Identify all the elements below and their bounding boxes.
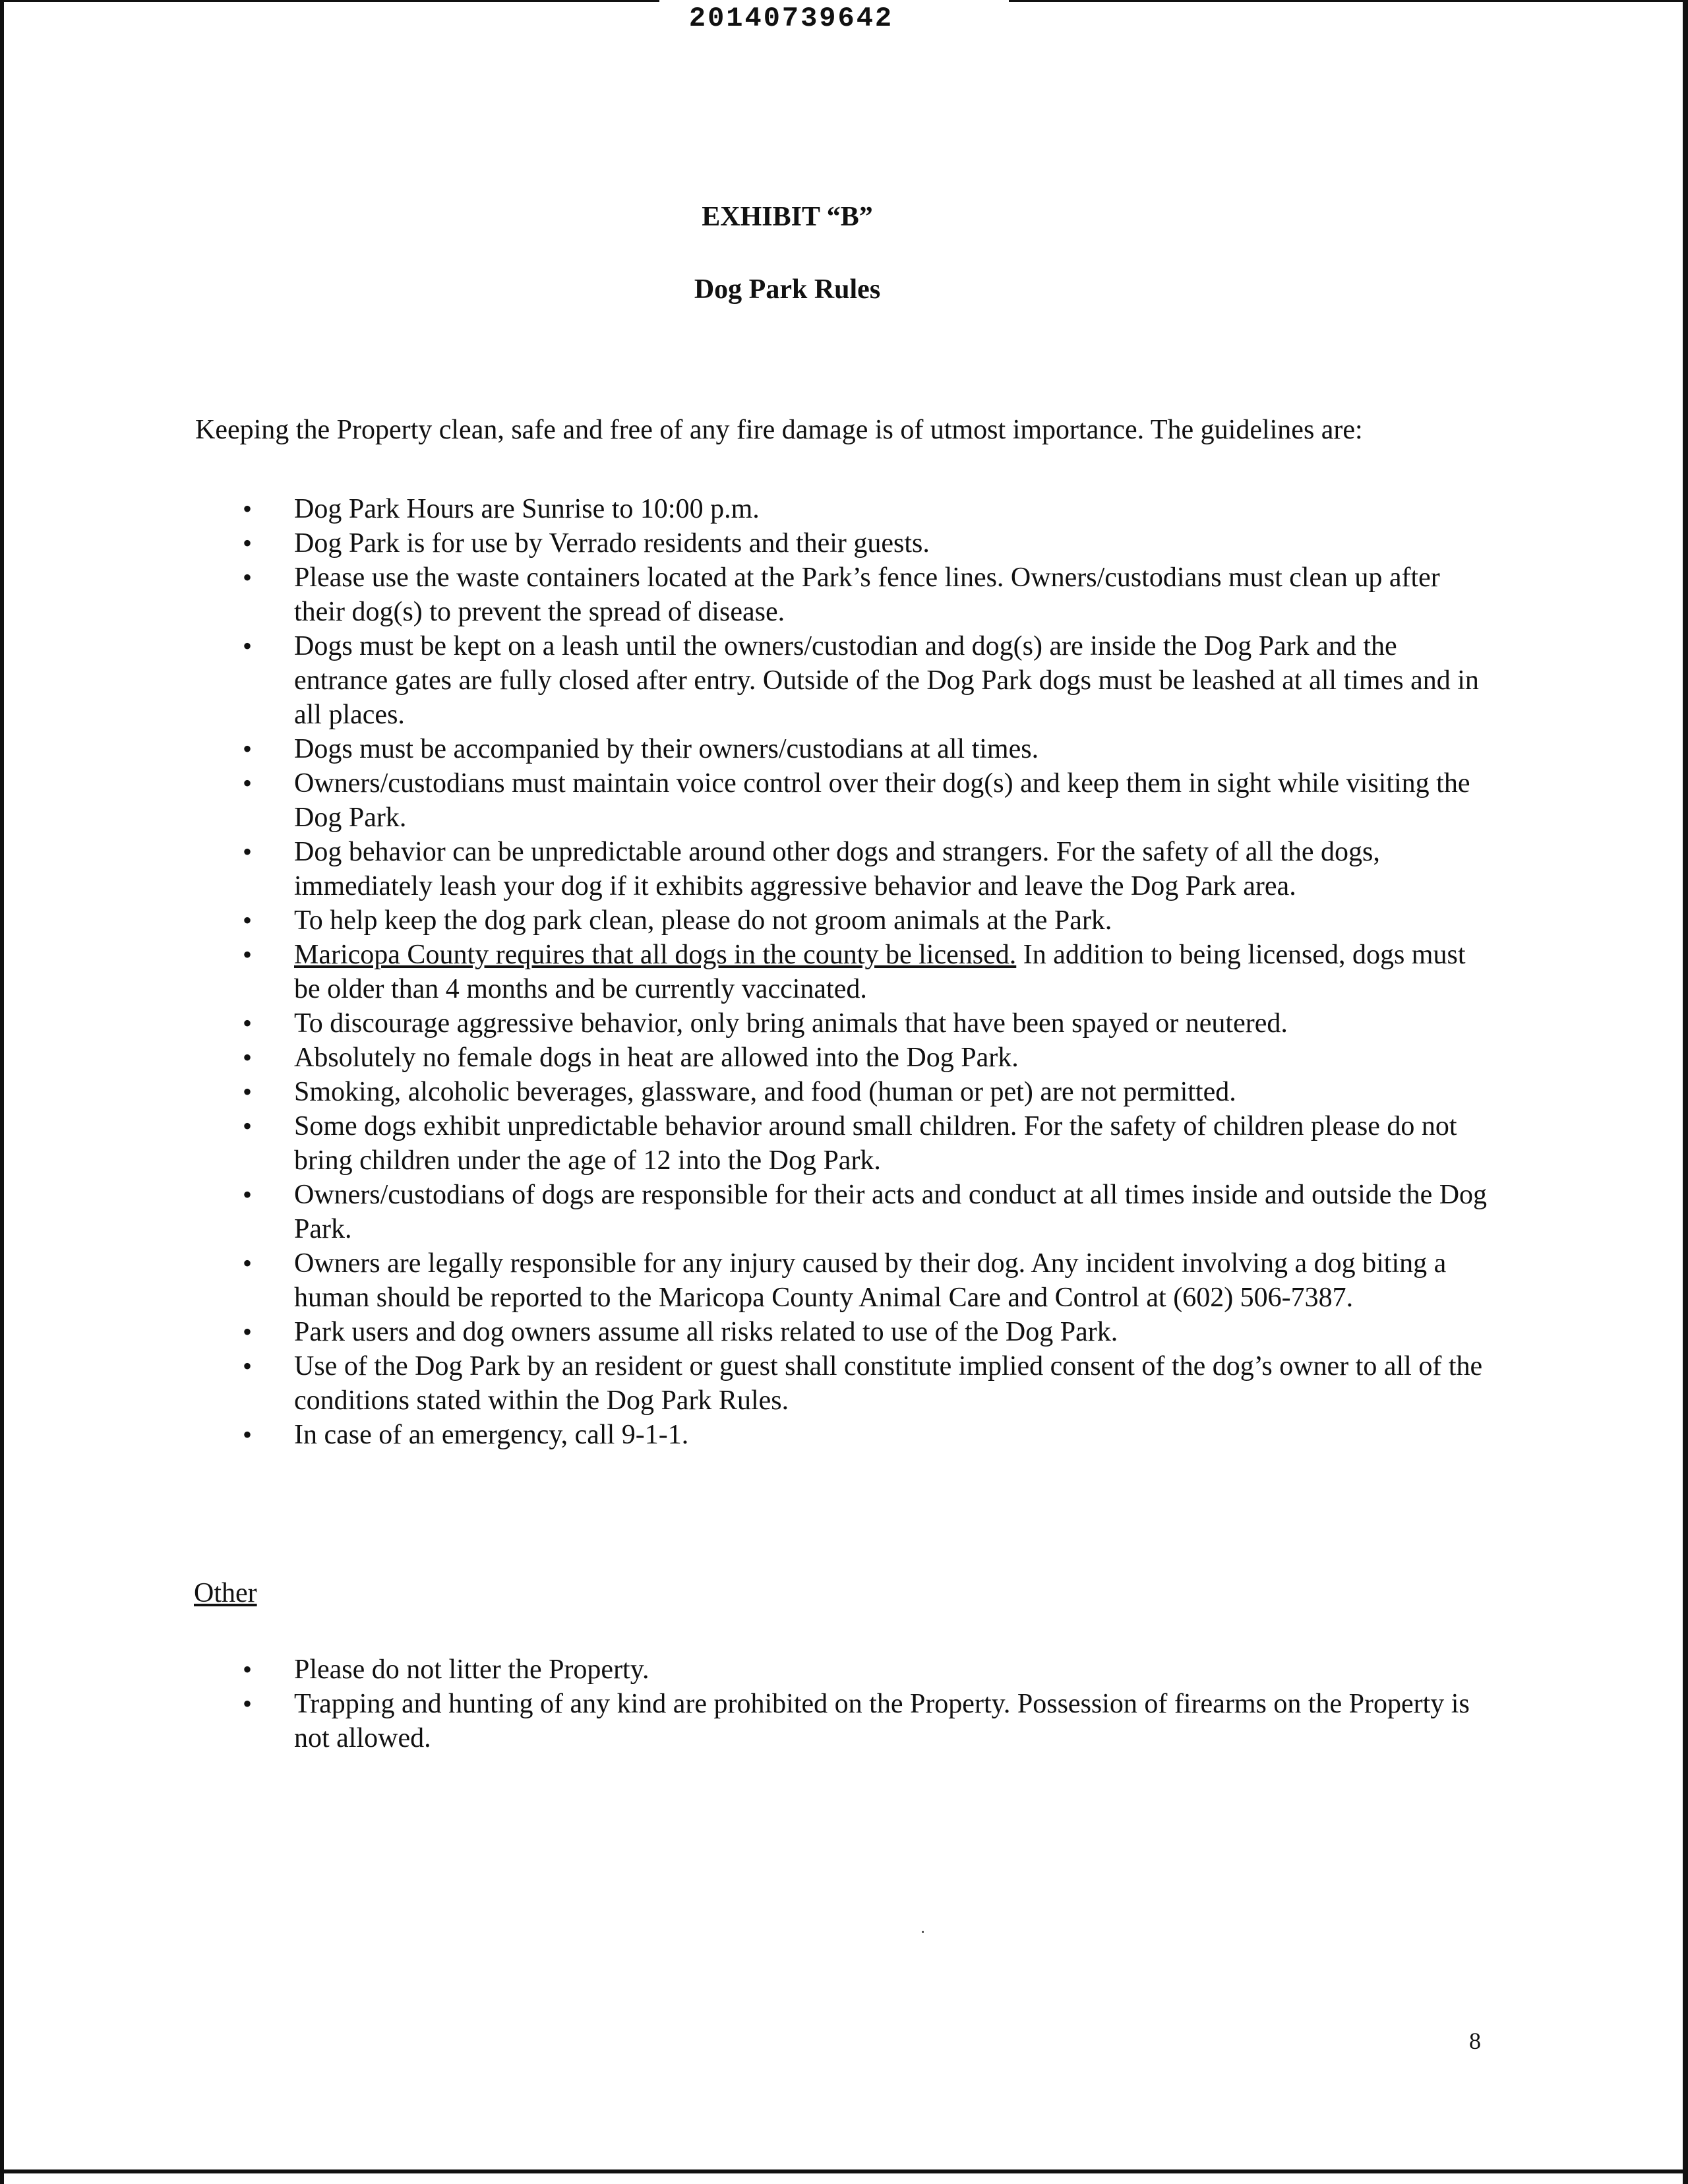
- other-text: Please do not litter the Property.: [294, 1654, 649, 1685]
- rule-item: [0, 766, 1494, 835]
- bullet-icon: •: [243, 631, 253, 661]
- intro-paragraph: Keeping the Property clean, safe and free of any fire damage is of utmost importance. The guidelines are:: [195, 415, 1363, 445]
- rule-item: [0, 1041, 1494, 1075]
- bullet-icon: •: [243, 768, 253, 798]
- rule-text: Absolutely no female dogs in heat are allowed into the Dog Park.: [294, 1043, 1019, 1073]
- bullet-icon: •: [243, 1248, 253, 1278]
- bullet-icon: •: [243, 1654, 253, 1684]
- bullet-icon: •: [243, 734, 253, 764]
- bullet-icon: •: [243, 494, 253, 524]
- scan-border-bottom: [0, 2169, 1688, 2173]
- scan-speck: [922, 1931, 924, 1933]
- license-rest-text: In addition to being licensed, dogs must be older than 4 months and be currently vaccinated.: [294, 940, 1466, 1004]
- rule-text: Dogs must be accompanied by their owners/custodians at all times.: [294, 734, 1039, 764]
- bullet-icon: •: [243, 528, 253, 558]
- exhibit-title: EXHIBIT “B”: [702, 202, 873, 232]
- rule-text: Dogs must be kept on a leash until the owners/custodian and dog(s) are inside the Dog Park and the entrance gates are fully closed after entry. Outside of the Dog Park dogs must be leashed at all times and in all places.: [294, 631, 1479, 730]
- license-requirement-text: Maricopa County requires that all dogs in the county be licensed.: [294, 940, 1017, 970]
- bullet-icon: •: [243, 905, 253, 935]
- page-number: 8: [1469, 2028, 1481, 2054]
- document-number: 20140739642: [688, 3, 894, 34]
- rule-item: [0, 1075, 1494, 1109]
- rule-item: [0, 732, 1494, 766]
- rules-list: [0, 492, 1688, 1452]
- rule-text: Dog Park Hours are Sunrise to 10:00 p.m.: [294, 494, 760, 524]
- rule-text: Smoking, alcoholic beverages, glassware, and food (human or pet) are not permitted.: [294, 1077, 1236, 1107]
- bullet-icon: •: [243, 1689, 253, 1718]
- rule-item: [0, 1109, 1494, 1178]
- rule-item: [0, 1178, 1494, 1246]
- rule-item: [0, 1006, 1494, 1041]
- rule-text: Dog Park is for use by Verrado residents and their guests.: [294, 528, 930, 559]
- bullet-icon: •: [243, 1111, 253, 1141]
- rule-item: [0, 903, 1494, 938]
- other-item: [0, 1687, 1494, 1755]
- rule-item: [0, 835, 1494, 903]
- bullet-icon: •: [243, 1351, 253, 1381]
- rule-text: To help keep the dog park clean, please do not groom animals at the Park.: [294, 905, 1112, 936]
- rule-item: [0, 1315, 1494, 1349]
- bullet-icon: •: [243, 1008, 253, 1038]
- rule-text: To discourage aggressive behavior, only bring animals that have been spayed or neutered.: [294, 1008, 1288, 1039]
- rule-item: [0, 629, 1494, 732]
- bullet-icon: •: [243, 1043, 253, 1072]
- rule-item-license: [0, 938, 1494, 1006]
- rule-text: Owners/custodians must maintain voice control over their dog(s) and keep them in sight while visiting the Dog Park.: [294, 768, 1470, 833]
- bullet-icon: •: [243, 837, 253, 866]
- bullet-icon: •: [243, 1420, 253, 1449]
- rule-text: Some dogs exhibit unpredictable behavior around small children. For the safety of children please do not bring children under the age of 12 into the Dog Park.: [294, 1111, 1457, 1176]
- section-title: Dog Park Rules: [694, 274, 881, 305]
- bullet-icon: •: [243, 1317, 253, 1347]
- rule-item: [0, 1349, 1494, 1418]
- rule-item: [0, 492, 1494, 526]
- other-list: [0, 1653, 1494, 1755]
- rule-item: [0, 526, 1494, 561]
- bullet-icon: •: [243, 1180, 253, 1209]
- rule-text: Owners are legally responsible for any injury caused by their dog. Any incident involving a dog biting a human should be reported to the Maricopa County Animal Care and Control at (602) 506-7387.: [294, 1248, 1447, 1313]
- other-item: [0, 1653, 1494, 1687]
- bullet-icon: •: [243, 940, 253, 969]
- rule-text: Please use the waste containers located at the Park’s fence lines. Owners/custodians must clean up after their dog(s) to prevent the spread of disease.: [294, 562, 1440, 627]
- other-text: Trapping and hunting of any kind are prohibited on the Property. Possession of firearms on the Property is not allowed.: [294, 1689, 1470, 1753]
- other-heading: Other: [194, 1578, 257, 1608]
- rule-text: Owners/custodians of dogs are responsible for their acts and conduct at all times inside and outside the Dog Park.: [294, 1180, 1488, 1244]
- rule-item: [0, 561, 1494, 629]
- bullet-icon: •: [243, 562, 253, 592]
- rule-text: Dog behavior can be unpredictable around other dogs and strangers. For the safety of all the dogs, immediately leash your dog if it exhibits aggressive behavior and leave the Dog Park area.: [294, 837, 1380, 901]
- bullet-icon: •: [243, 1077, 253, 1107]
- rule-text: Use of the Dog Park by an resident or guest shall constitute implied consent of the dog’s owner to all of the conditions stated within the Dog Park Rules.: [294, 1351, 1483, 1416]
- scan-border-top-left: [0, 0, 659, 2]
- rule-text: Park users and dog owners assume all risks related to use of the Dog Park.: [294, 1317, 1118, 1347]
- rule-text: In case of an emergency, call 9-1-1.: [294, 1420, 689, 1450]
- scan-border-top-right: [1009, 0, 1688, 2]
- rule-item: [0, 1418, 1494, 1452]
- rule-item: [0, 1246, 1494, 1315]
